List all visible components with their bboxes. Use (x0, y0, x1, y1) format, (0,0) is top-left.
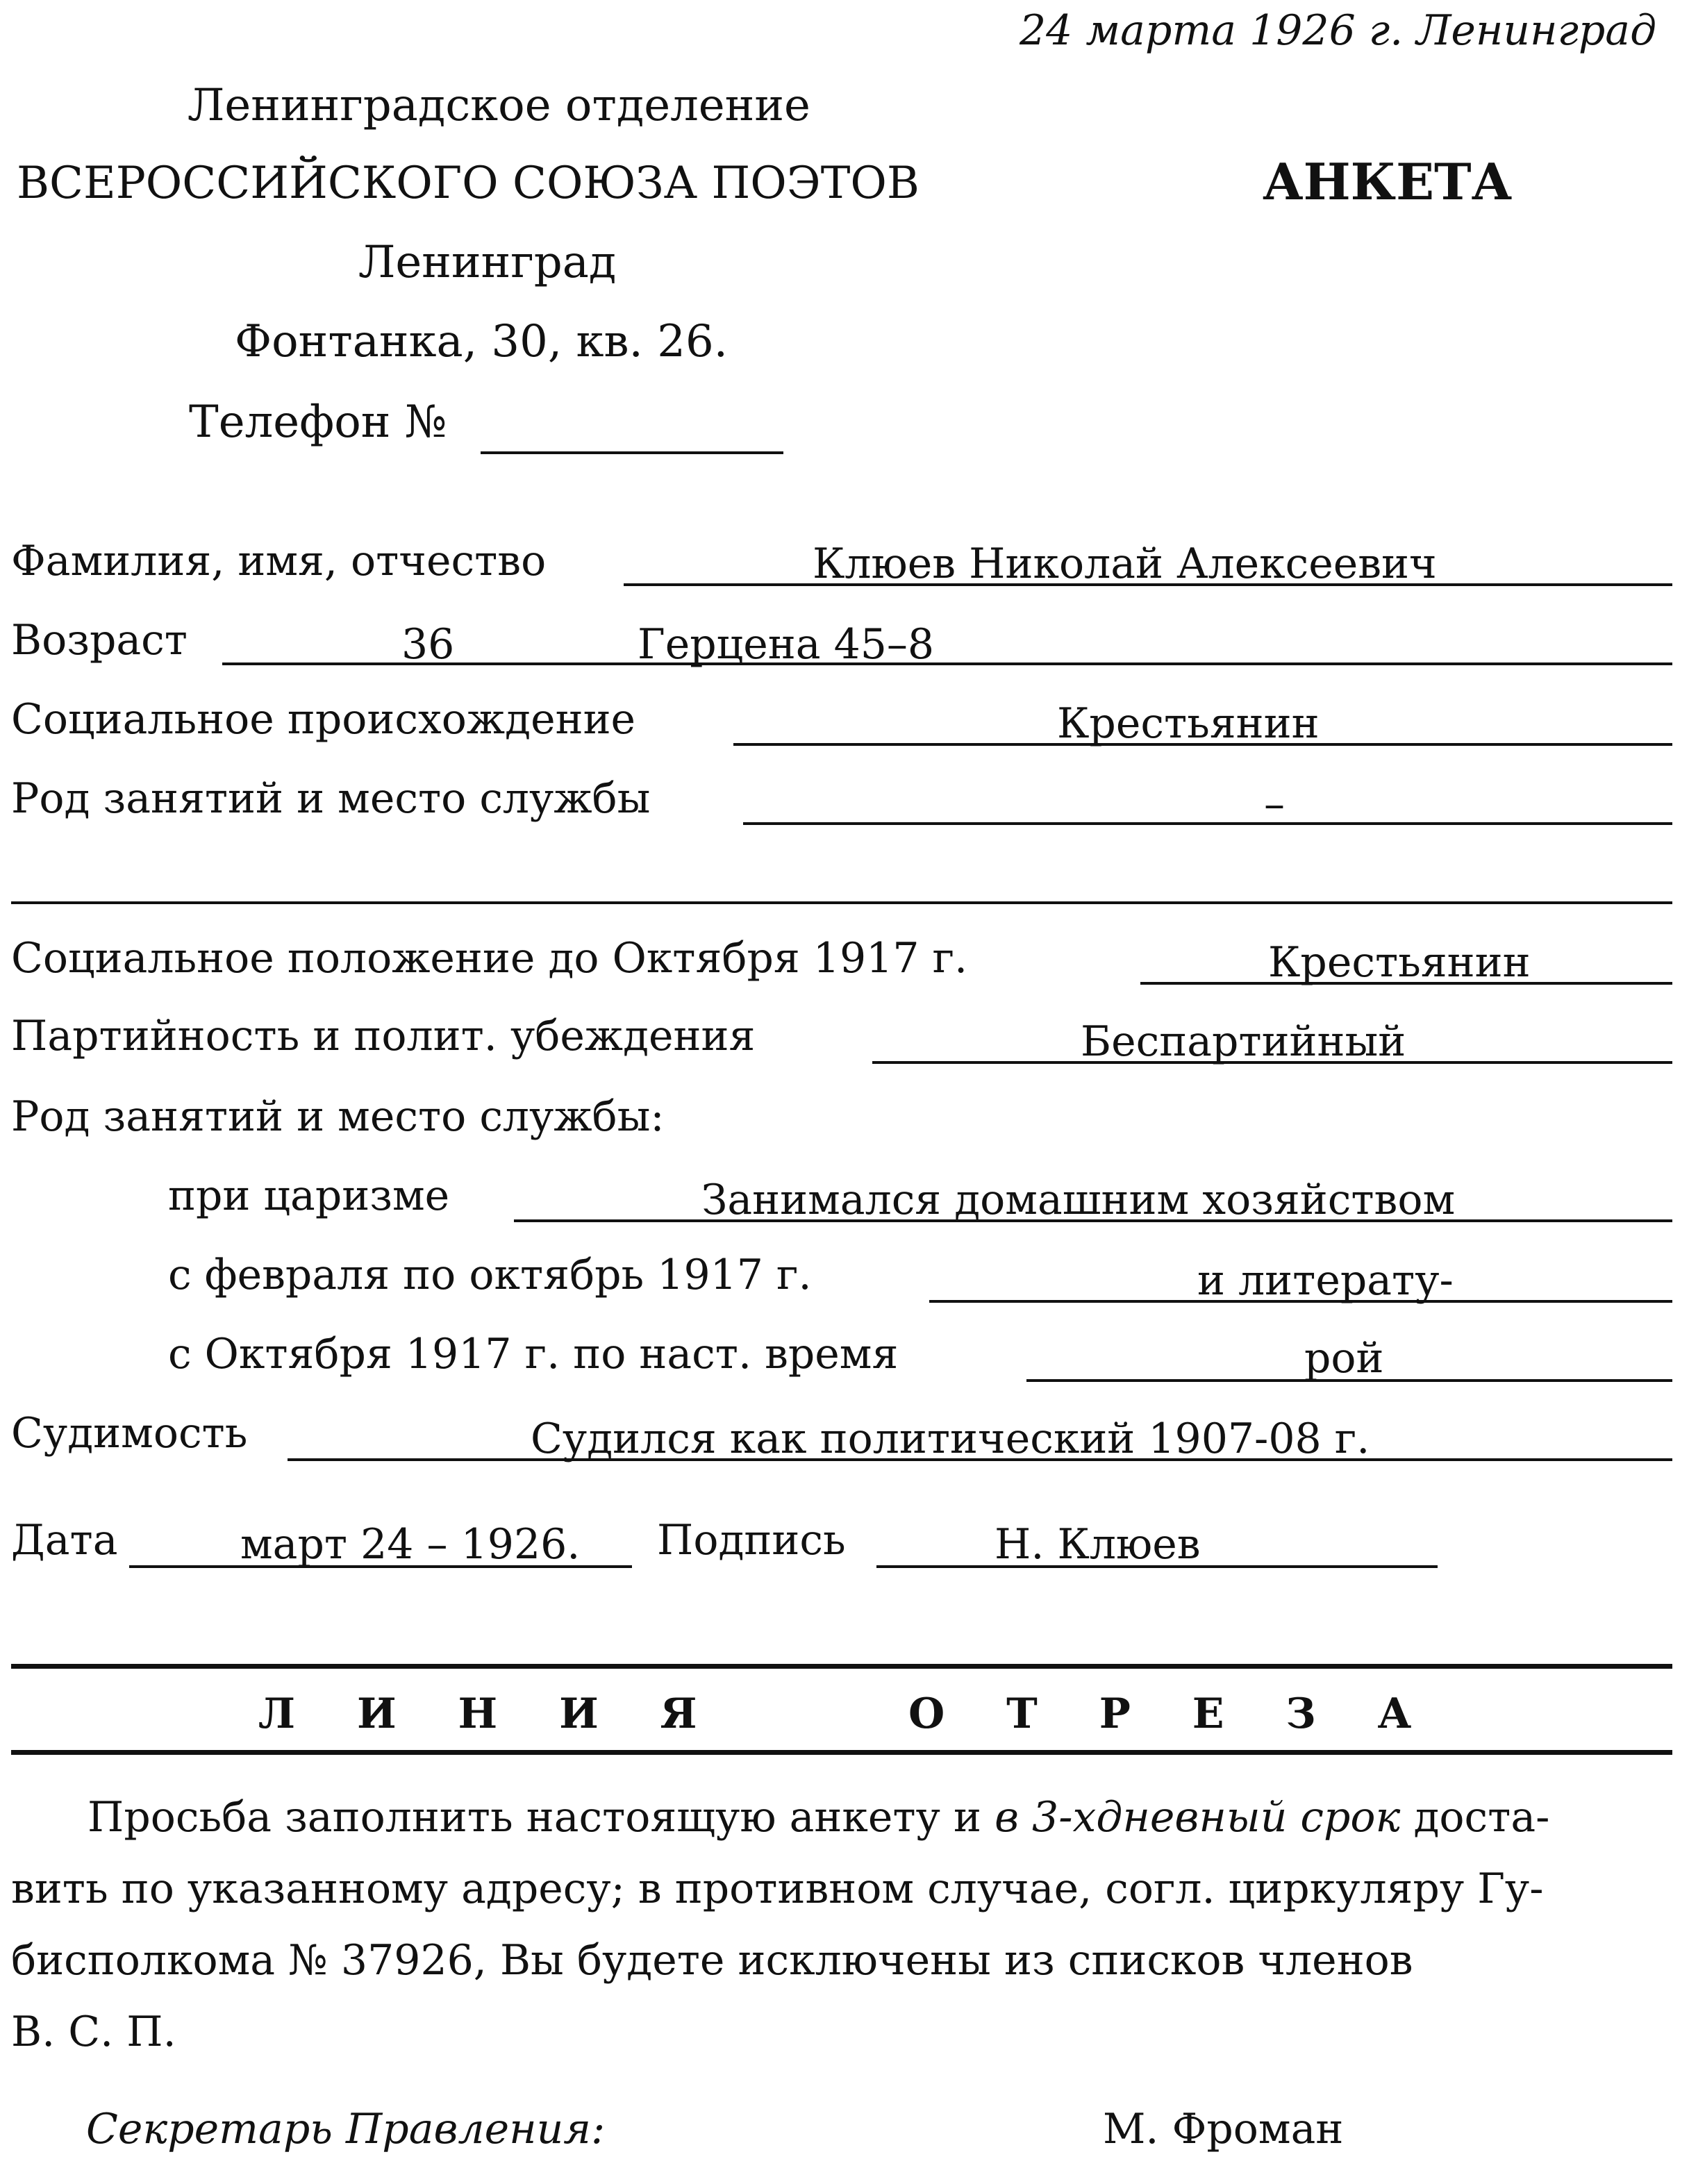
header-organization-line2: ВСЕРОССИЙСКОГО СОЮЗА ПОЭТОВ (17, 158, 920, 209)
fio-value: Клюев Николай Алексеевич (813, 540, 1437, 588)
occupation-label: Род занятий и место службы (11, 774, 651, 823)
notice-line-2: вить по указанному адресу; в противном случае, согл. циркуляру Гу- (11, 1865, 1544, 1913)
document-date-place: 24 марта 1926 г. Ленинград (1020, 6, 1657, 55)
since-oct-value: рой (1304, 1334, 1384, 1383)
address-value: Герцена 45–8 (638, 620, 935, 669)
age-value: 36 (401, 620, 455, 669)
phone-blank-line (481, 451, 783, 454)
feb-oct-label: с февраля по октябрь 1917 г. (168, 1251, 812, 1299)
signature-value: Н. Клюев (995, 1520, 1201, 1569)
cut-line-top-rule (11, 1664, 1672, 1669)
notice-paragraph (11, 1782, 1672, 2068)
notice-line-1 (11, 1782, 1672, 1853)
cut-line-bottom-rule (11, 1750, 1672, 1755)
header-phone-label: Телефон № (189, 397, 447, 448)
party-value: Беспартийный (1081, 1017, 1406, 1066)
notice-line-1-start: Просьба заполнить настоящую анкету и (88, 1793, 995, 1842)
date-label: Дата (11, 1516, 118, 1565)
tsarism-label: при царизме (168, 1172, 450, 1220)
header-organization-line1: Ленинградское отделение (188, 80, 810, 131)
service-label: Род занятий и место службы: (11, 1092, 665, 1141)
notice-line-3: бисполкома № 37926, Вы будете исключены из списков членов (11, 1936, 1413, 1985)
header-address: Фонтанка, 30, кв. 26. (235, 316, 728, 367)
notice-line-4: В. С. П. (11, 2008, 176, 2056)
tsarism-value: Занимался домашним хозяйством (701, 1176, 1456, 1224)
conviction-label: Судимость (11, 1409, 248, 1458)
cut-line-word2: О Т Р Е З А (908, 1690, 1436, 1738)
since-oct-label: с Октября 1917 г. по наст. время (168, 1330, 899, 1378)
occupation-line (743, 822, 1672, 825)
date-value: март 24 – 1926. (240, 1520, 581, 1569)
notice-line-1-end: доста- (1400, 1793, 1550, 1842)
conviction-value: Судился как политический 1907-08 г. (531, 1415, 1370, 1463)
occupation-value: – (1264, 780, 1285, 828)
secretary-label: Секретарь Правления: (86, 2105, 606, 2153)
cut-line-word1: Л И Н И Я (258, 1690, 721, 1738)
occupation-continuation-line (11, 901, 1672, 904)
header-city: Ленинград (358, 237, 617, 288)
party-label: Партийность и полит. убеждения (11, 1012, 756, 1060)
status-label: Социальное положение до Октября 1917 г. (11, 934, 968, 983)
secretary-name: М. Фроман (1103, 2105, 1344, 2153)
feb-oct-value: и литерату- (1197, 1256, 1454, 1305)
form-title: АНКЕТА (1263, 152, 1513, 211)
status-value: Крестьянин (1268, 938, 1531, 987)
age-label: Возраст (11, 616, 188, 665)
origin-label: Социальное происхождение (11, 695, 636, 744)
fio-label: Фамилия, имя, отчество (11, 537, 547, 585)
origin-value: Крестьянин (1057, 699, 1320, 748)
notice-deadline: в 3-хдневный срок (995, 1793, 1401, 1842)
signature-label: Подпись (657, 1516, 846, 1565)
